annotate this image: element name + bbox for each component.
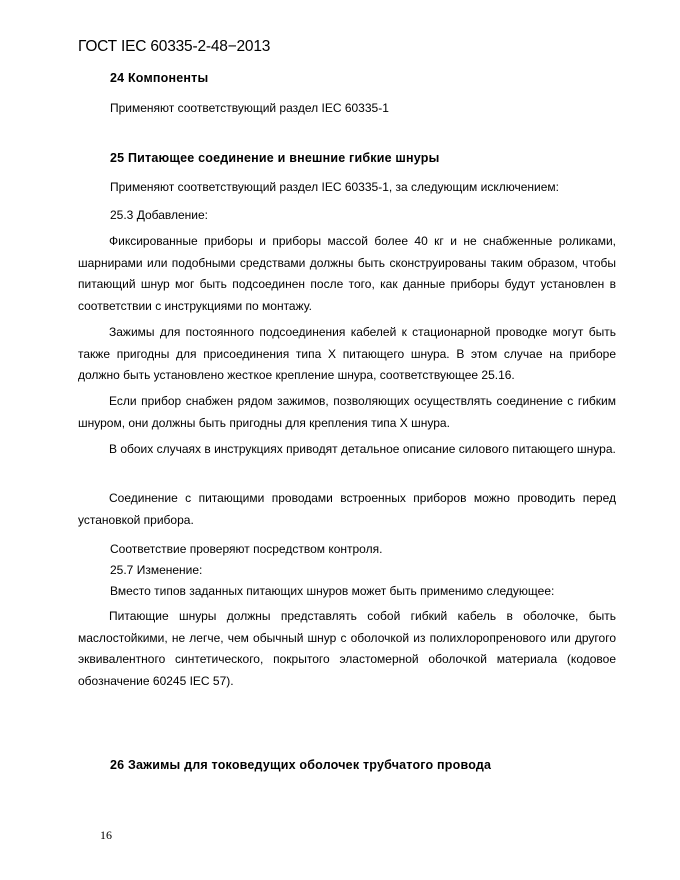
paragraph-instructions: В обоих случаях в инструкциях приводят детальное описание силового питающего шнура. (109, 442, 616, 456)
paragraph-supply-cords: Питающие шнуры должны представлять собой гибкий кабель в оболочке, быть маслостойкими, не легче, чем обычный шнур с оболочкой из полихлоропренового или другого эквивалентного синтетического, покрытого эластомерной оболочкой материала (кодовое обозначение 60245 IEC 57). (78, 609, 616, 688)
paragraph-fixed-appliances: Фиксированные приборы и приборы массой более 40 кг и не снабженные роликами, шарнирами или подобными средствами должны быть сконструированы таким образом, чтобы питающий шнур мог быть подсоединен после того, как данные приборы будут установлен в соответствии с инструкциями по монтажу. (78, 234, 616, 313)
page-number: 16 (100, 828, 112, 842)
section-26-title: 26 Зажимы для токоведущих оболочек трубчатого провода (110, 758, 492, 772)
paragraph-built-in: Соединение с питающими проводами встроенных приборов можно проводить перед установкой прибора. (78, 491, 616, 527)
paragraph-terminals: Зажимы для постоянного подсоединения кабелей к стационарной проводке могут быть также пригодны для присоединения типа Х питающего шнура. В этом случае на приборе должно быть установлено жесткое крепление шнура, соответствующее 25.16. (78, 325, 616, 382)
section-24-title: 24 Компоненты (110, 71, 209, 85)
change-intro: Вместо типов заданных питающих шнуров может быть применимо следующее: (110, 584, 555, 598)
clause-25-7-label: 25.7 Изменение: (110, 563, 203, 577)
section-25-intro: Применяют соответствующий раздел IEC 60335-1, за следующим исключением: (110, 180, 559, 194)
section-24-text: Применяют соответствующий раздел IEC 60335-1 (110, 101, 389, 115)
compliance-check: Соответствие проверяют посредством контроля. (110, 542, 383, 556)
paragraph-terminal-set: Если прибор снабжен рядом зажимов, позволяющих осуществлять соединение с гибким шнуром, они должны быть пригодны для крепления типа Х шнура. (78, 394, 616, 430)
standard-header: ГОСТ IEC 60335-2-48−2013 (78, 38, 271, 55)
section-25-title: 25 Питающее соединение и внешние гибкие шнуры (110, 151, 440, 165)
clause-25-3-label: 25.3 Добавление: (110, 208, 209, 222)
